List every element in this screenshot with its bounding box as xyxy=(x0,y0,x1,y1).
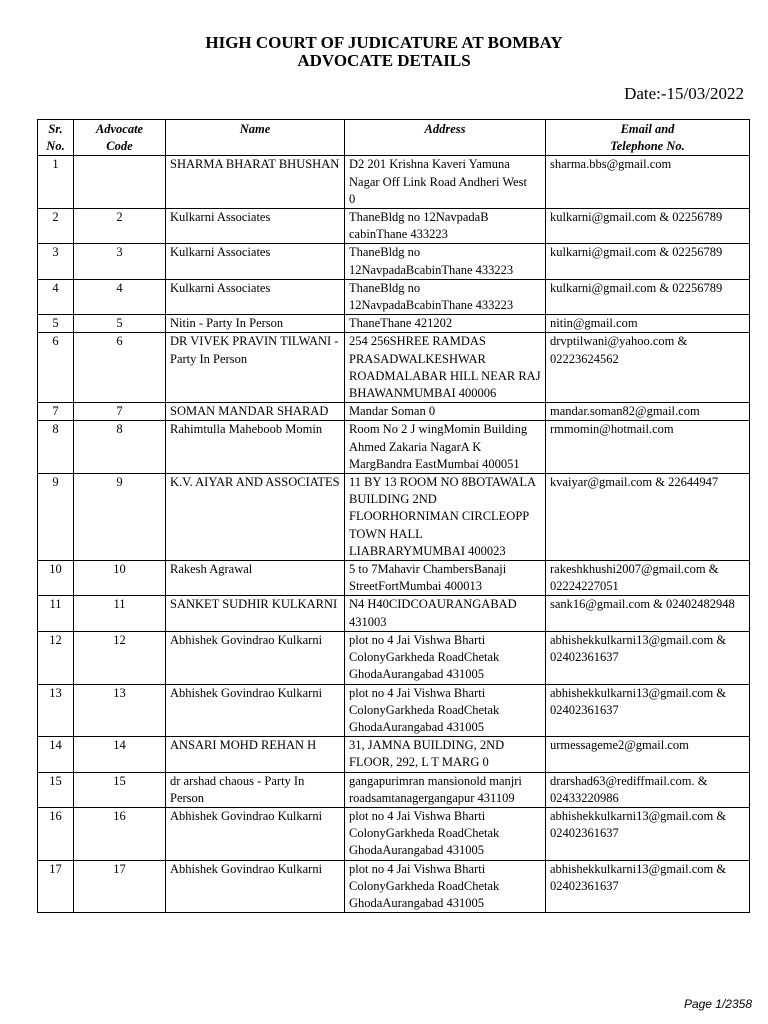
cell-email-phone: nitin@gmail.com xyxy=(546,315,750,333)
cell-address: 254 256SHREE RAMDAS PRASADWALKESHWAR ROADMALABAR HILL NEAR RAJ BHAWANMUMBAI 400006 xyxy=(345,333,546,403)
table-row xyxy=(38,631,750,684)
cell-advocate-code: 12 xyxy=(74,631,166,684)
cell-sr-no: 15 xyxy=(38,772,74,807)
cell-advocate-code: 14 xyxy=(74,737,166,772)
cell-address: plot no 4 Jai Vishwa Bharti ColonyGarkheda RoadChetak GhodaAurangabad 431005 xyxy=(345,684,546,737)
cell-name: Kulkarni Associates xyxy=(166,209,345,244)
cell-address: plot no 4 Jai Vishwa Bharti ColonyGarkheda RoadChetak GhodaAurangabad 431005 xyxy=(345,631,546,684)
document-title: HIGH COURT OF JUDICATURE AT BOMBAY xyxy=(205,33,563,52)
cell-email-phone: rmmomin@hotmail.com xyxy=(546,421,750,474)
cell-name: Kulkarni Associates xyxy=(166,279,345,314)
cell-name: ANSARI MOHD REHAN H xyxy=(166,737,345,772)
cell-address: D2 201 Krishna Kaveri Yamuna Nagar Off Link Road Andheri West 0 xyxy=(345,156,546,209)
cell-address: plot no 4 Jai Vishwa Bharti ColonyGarkheda RoadChetak GhodaAurangabad 431005 xyxy=(345,807,546,860)
cell-address: gangapurimran mansionold manjri roadsamtanagergangapur 431109 xyxy=(345,772,546,807)
cell-name: Rahimtulla Maheboob Momin xyxy=(166,421,345,474)
cell-address: ThaneThane 421202 xyxy=(345,315,546,333)
cell-name: SHARMA BHARAT BHUSHAN xyxy=(166,156,345,209)
cell-email-phone: kvaiyar@gmail.com & 22644947 xyxy=(546,474,750,561)
cell-sr-no: 3 xyxy=(38,244,74,279)
cell-address: ThaneBldg no 12NavpadaB cabinThane 433223 xyxy=(345,209,546,244)
cell-name: Abhishek Govindrao Kulkarni xyxy=(166,860,345,913)
cell-sr-no: 7 xyxy=(38,403,74,421)
header-sr-no: Sr. No. xyxy=(38,120,74,156)
header-address: Address xyxy=(345,120,546,156)
table-row xyxy=(38,737,750,772)
table-row xyxy=(38,279,750,314)
cell-sr-no: 13 xyxy=(38,684,74,737)
cell-advocate-code: 13 xyxy=(74,684,166,737)
header-name: Name xyxy=(166,120,345,156)
cell-advocate-code: 15 xyxy=(74,772,166,807)
cell-sr-no: 17 xyxy=(38,860,74,913)
header-advocate-code: Advocate Code xyxy=(74,120,166,156)
table-row xyxy=(38,561,750,596)
cell-email-phone: kulkarni@gmail.com & 02256789 xyxy=(546,244,750,279)
cell-name: Abhishek Govindrao Kulkarni xyxy=(166,631,345,684)
cell-address: 5 to 7Mahavir ChambersBanaji StreetFortMumbai 400013 xyxy=(345,561,546,596)
table-row xyxy=(38,807,750,860)
cell-advocate-code: 5 xyxy=(74,315,166,333)
table-row xyxy=(38,596,750,631)
report-date: Date:-15/03/2022 xyxy=(624,84,744,103)
cell-sr-no: 8 xyxy=(38,421,74,474)
cell-email-phone: sharma.bbs@gmail.com xyxy=(546,156,750,209)
cell-sr-no: 6 xyxy=(38,333,74,403)
cell-email-phone: drvptilwani@yahoo.com & 02223624562 xyxy=(546,333,750,403)
cell-email-phone: kulkarni@gmail.com & 02256789 xyxy=(546,209,750,244)
cell-sr-no: 4 xyxy=(38,279,74,314)
cell-sr-no: 12 xyxy=(38,631,74,684)
cell-address: plot no 4 Jai Vishwa Bharti ColonyGarkheda RoadChetak GhodaAurangabad 431005 xyxy=(345,860,546,913)
cell-advocate-code: 11 xyxy=(74,596,166,631)
cell-sr-no: 14 xyxy=(38,737,74,772)
cell-advocate-code: 3 xyxy=(74,244,166,279)
cell-address: N4 H40CIDCOAURANGABAD 431003 xyxy=(345,596,546,631)
cell-advocate-code: 10 xyxy=(74,561,166,596)
cell-name: Abhishek Govindrao Kulkarni xyxy=(166,684,345,737)
cell-sr-no: 2 xyxy=(38,209,74,244)
cell-email-phone: sank16@gmail.com & 02402482948 xyxy=(546,596,750,631)
cell-email-phone: mandar.soman82@gmail.com xyxy=(546,403,750,421)
cell-address: Room No 2 J wingMomin Building Ahmed Zakaria NagarA K MargBandra EastMumbai 400051 xyxy=(345,421,546,474)
cell-email-phone: kulkarni@gmail.com & 02256789 xyxy=(546,279,750,314)
cell-email-phone: abhishekkulkarni13@gmail.com & 02402361637 xyxy=(546,807,750,860)
cell-name: DR VIVEK PRAVIN TILWANI - Party In Person xyxy=(166,333,345,403)
cell-address: ThaneBldg no 12NavpadaBcabinThane 433223 xyxy=(345,279,546,314)
cell-email-phone: abhishekkulkarni13@gmail.com & 02402361637 xyxy=(546,631,750,684)
cell-sr-no: 1 xyxy=(38,156,74,209)
cell-advocate-code: 7 xyxy=(74,403,166,421)
advocate-table xyxy=(37,119,750,913)
cell-advocate-code: 2 xyxy=(74,209,166,244)
cell-sr-no: 9 xyxy=(38,474,74,561)
header-email-phone: Email and Telephone No. xyxy=(546,120,750,156)
table-row xyxy=(38,403,750,421)
cell-email-phone: rakeshkhushi2007@gmail.com & 02224227051 xyxy=(546,561,750,596)
cell-name: SANKET SUDHIR KULKARNI xyxy=(166,596,345,631)
cell-address: 31, JAMNA BUILDING, 2ND FLOOR, 292, L T MARG 0 xyxy=(345,737,546,772)
table-row xyxy=(38,244,750,279)
document-subtitle: ADVOCATE DETAILS xyxy=(297,51,471,70)
cell-email-phone: drarshad63@rediffmail.com. & 02433220986 xyxy=(546,772,750,807)
table-row xyxy=(38,315,750,333)
table-row xyxy=(38,684,750,737)
cell-name: SOMAN MANDAR SHARAD xyxy=(166,403,345,421)
cell-name: Kulkarni Associates xyxy=(166,244,345,279)
cell-email-phone: abhishekkulkarni13@gmail.com & 02402361637 xyxy=(546,860,750,913)
table-row xyxy=(38,772,750,807)
cell-address: 11 BY 13 ROOM NO 8BOTAWALA BUILDING 2ND FLOORHORNIMAN CIRCLEOPP TOWN HALL LIABRARYMUMBAI 400023 xyxy=(345,474,546,561)
table-row xyxy=(38,333,750,403)
table-row xyxy=(38,421,750,474)
cell-advocate-code: 17 xyxy=(74,860,166,913)
cell-sr-no: 11 xyxy=(38,596,74,631)
table-row xyxy=(38,860,750,913)
cell-advocate-code: 4 xyxy=(74,279,166,314)
cell-name: Abhishek Govindrao Kulkarni xyxy=(166,807,345,860)
cell-address: ThaneBldg no 12NavpadaBcabinThane 433223 xyxy=(345,244,546,279)
table-row xyxy=(38,209,750,244)
cell-advocate-code xyxy=(74,156,166,209)
page-number: Page 1/2358 xyxy=(683,997,752,1011)
cell-email-phone: urmessageme2@gmail.com xyxy=(546,737,750,772)
cell-advocate-code: 6 xyxy=(74,333,166,403)
cell-advocate-code: 8 xyxy=(74,421,166,474)
cell-sr-no: 5 xyxy=(38,315,74,333)
cell-sr-no: 16 xyxy=(38,807,74,860)
cell-sr-no: 10 xyxy=(38,561,74,596)
table-row xyxy=(38,474,750,561)
cell-address: Mandar Soman 0 xyxy=(345,403,546,421)
cell-advocate-code: 9 xyxy=(74,474,166,561)
cell-name: K.V. AIYAR AND ASSOCIATES xyxy=(166,474,345,561)
cell-name: Nitin - Party In Person xyxy=(166,315,345,333)
cell-name: Rakesh Agrawal xyxy=(166,561,345,596)
cell-email-phone: abhishekkulkarni13@gmail.com & 02402361637 xyxy=(546,684,750,737)
table-header-row xyxy=(38,120,750,156)
cell-advocate-code: 16 xyxy=(74,807,166,860)
cell-name: dr arshad chaous - Party In Person xyxy=(166,772,345,807)
table-row xyxy=(38,156,750,209)
